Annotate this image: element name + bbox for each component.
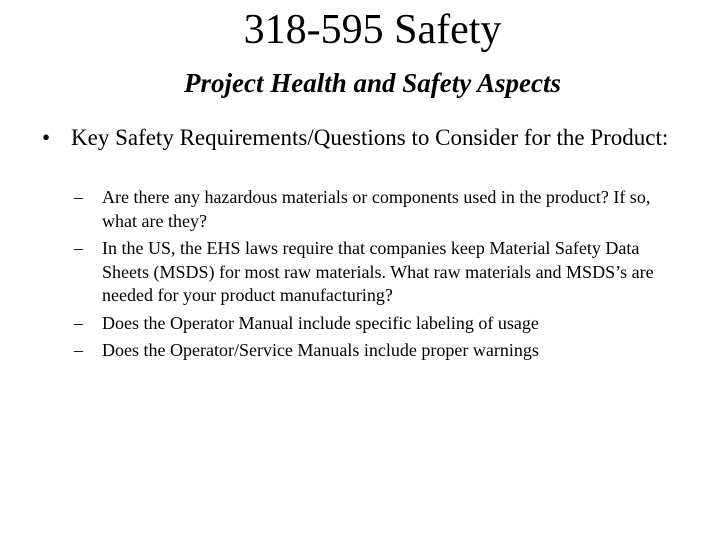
sub-bullet-text: Are there any hazardous materials or components used in the product? If so, what are they? (102, 187, 651, 231)
sub-bullet-dash: – (74, 312, 83, 333)
main-bullet-text: Key Safety Requirements/Questions to Consider for the Product: (71, 125, 669, 150)
slide-title: 318-595 Safety (243, 7, 502, 53)
sub-bullet-dash: – (74, 187, 83, 207)
sub-bullet-text: Does the Operator Manual include specific labeling of usage (102, 312, 539, 333)
sub-bullet-text: In the US, the EHS laws require that companies keep Material Safety Data Sheets (MSDS) for most raw materials. What raw materials and MSDS’s are needed for your product manufacturing? (102, 238, 654, 305)
slide-subtitle: Project Health and Safety Aspects (184, 68, 561, 98)
sub-bullet-item (74, 237, 684, 308)
sub-bullet-dash: – (74, 238, 83, 258)
sub-bullet-list (74, 186, 684, 367)
sub-bullet-dash: – (74, 340, 83, 360)
sub-bullet-text: Does the Operator/Service Manuals include proper warnings (102, 340, 539, 360)
sub-bullet-item (74, 339, 684, 363)
sub-bullet-item (74, 186, 684, 233)
main-bullet (42, 124, 682, 151)
bullet-marker: • (42, 125, 51, 150)
sub-bullet-item (74, 312, 684, 336)
